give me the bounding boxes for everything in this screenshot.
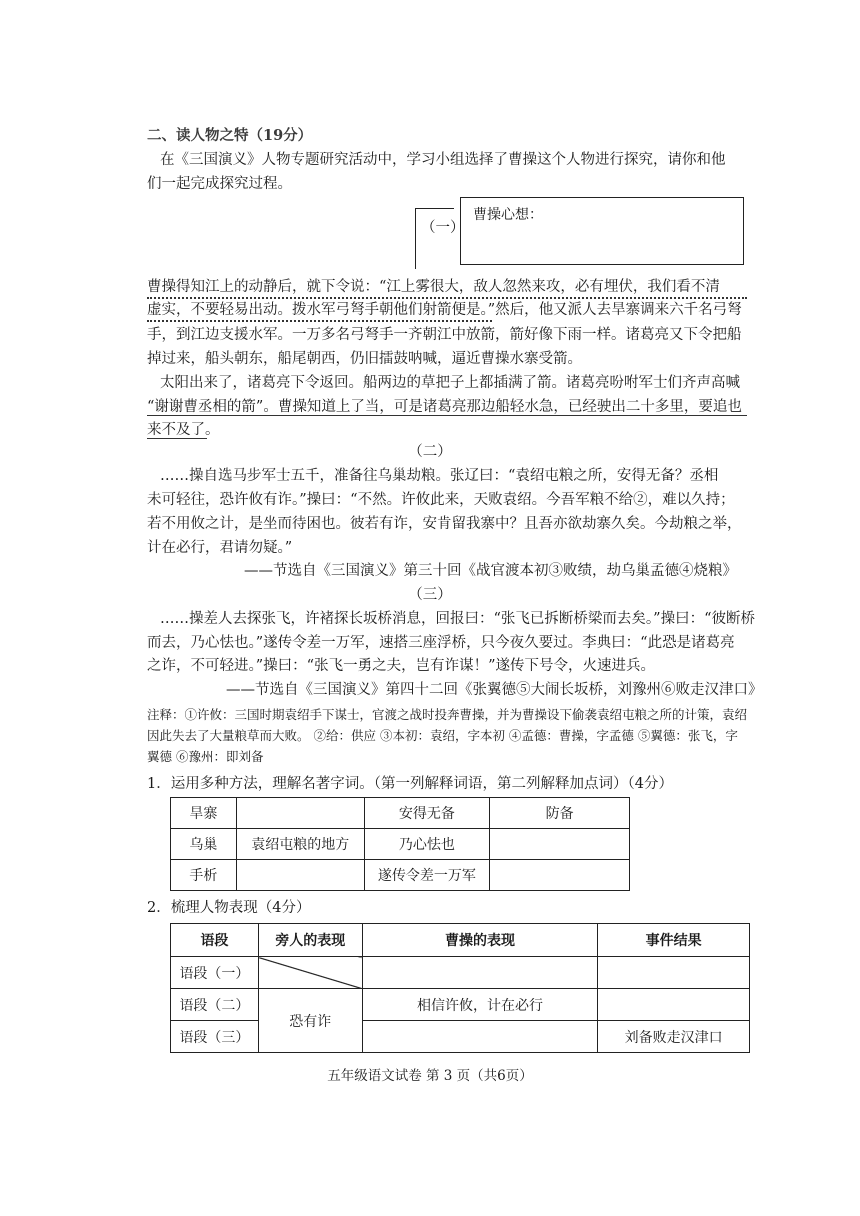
notes-line3: 翼德 ⑥豫州：即刘备	[147, 749, 264, 764]
underline-4	[147, 436, 207, 439]
q2-row-label: 语段（三）	[171, 1021, 259, 1053]
q2-header: 事件结果	[598, 924, 750, 957]
q2-answer-cell[interactable]: 刘备败走汉津口	[598, 1021, 750, 1053]
wavy-underline-2	[147, 316, 492, 322]
q1-answer-cell[interactable]	[236, 860, 364, 891]
page-footer: 五年级语文试卷 第 3 页（共6页）	[327, 1068, 533, 1084]
part2-line4: 计在必行，君请勿疑。”	[147, 540, 293, 556]
table-row	[171, 989, 750, 1021]
q2-other-cell[interactable]: 恐有诈	[258, 989, 362, 1053]
passage1-line7: 来不及了。	[147, 422, 220, 438]
part1-marker: （一）	[421, 220, 465, 236]
q2-header: 曹操的表现	[362, 924, 598, 957]
q2-row-label: 语段（一）	[171, 957, 259, 989]
passage1-line6: “谢谢曹丞相的箭”。曹操知道上了当，可是诸葛亮那边船轻水急，已经驶出二十多里，要追也	[147, 399, 742, 415]
q2-header: 语段	[171, 924, 259, 957]
part3-line3: 之诈，不可轻进。”操曰：“张飞一勇之夫，岂有诈谋！”遂传下号令，火速进兵。	[147, 658, 655, 674]
q1-prompt: 1．运用多种方法，理解名著字词。（第一列解释词语，第二列解释加点词）（4分）	[147, 776, 673, 792]
part2-marker: （二）	[408, 444, 452, 460]
passage1-line5: 太阳出来了，诸葛亮下令返回。船两边的草把子上都插满了箭。诸葛亮吩咐军士们齐声高喊	[160, 375, 740, 391]
q2-header: 旁人的表现	[258, 924, 362, 957]
q1-answer-cell[interactable]	[236, 798, 364, 829]
q1-answer-cell[interactable]: 袁绍屯粮的地方	[236, 829, 364, 860]
q1-term: 乃心怯也	[364, 829, 490, 860]
part3-line1: ……操差人去探张飞，许褚探长坂桥消息，回报曰：“张飞已拆断桥梁而去矣。”操曰：“彼断桥	[160, 611, 755, 627]
part2-source: ——节选自《三国演义》第三十回《战官渡本初③败绩，劫乌巢孟德④烧粮》	[244, 563, 737, 579]
q1-term: 旱寨	[171, 798, 237, 829]
q1-term: 手析	[171, 860, 237, 891]
q2-row-label: 语段（二）	[171, 989, 259, 1021]
section-heading: 二、读人物之特（19分）	[147, 127, 313, 144]
passage1-line1: 曹操得知江上的动静后，就下令说：“江上雾很大，敌人忽然来攻，必有埋伏，我们看不清	[147, 279, 720, 295]
q1-term: 乌巢	[171, 829, 237, 860]
q2-prompt: 2．梳理人物表现（4分）	[147, 900, 311, 916]
table-header-row	[171, 924, 750, 957]
notes-line2: 因此失去了大量粮草而大败。 ②给：供应 ③本初：袁绍，字本初 ④孟德：曹操，字孟德 ⑤翼德：张飞，字	[147, 728, 738, 743]
part2-line3: 若不用攸之计，是坐而待困也。彼若有诈，安肯留我寨中？且吾亦欲劫寨久矣。今劫粮之举，	[147, 516, 742, 532]
part3-marker: （三）	[408, 587, 452, 603]
q1-answer-cell[interactable]	[490, 829, 630, 860]
q1-term: 安得无备	[364, 798, 490, 829]
part2-line2: 未可轻往，恐许攸有诈。”操曰：“不然。许攸此来，天败袁绍。今吾军粮不给②，难以久持；	[147, 492, 735, 508]
q2-table	[170, 923, 750, 1053]
thought-box[interactable]	[460, 197, 744, 265]
table-row	[171, 829, 630, 860]
table-row	[171, 798, 630, 829]
q2-answer-cell[interactable]	[362, 957, 598, 989]
q2-answer-cell[interactable]	[598, 957, 750, 989]
table-row	[171, 860, 630, 891]
table-row	[171, 1021, 750, 1053]
underline-3	[147, 413, 747, 416]
table-row	[171, 957, 750, 989]
part3-source: ——节选自《三国演义》第四十二回《张翼德⑤大闹长坂桥，刘豫州⑥败走汉津口》	[226, 682, 763, 698]
section-intro-line2: 们一起完成探究过程。	[147, 176, 292, 192]
q2-answer-cell[interactable]: 相信许攸，计在必行	[362, 989, 598, 1021]
q2-answer-cell[interactable]	[598, 989, 750, 1021]
thought-box-label: 曹操心想：	[473, 207, 543, 223]
q1-table	[170, 797, 630, 891]
q2-diagonal-cell	[258, 957, 362, 989]
passage1-line3: 手，到江边支援水军。一万多名弓弩手一齐朝江中放箭，箭好像下雨一样。诸葛亮又下令把船	[147, 327, 742, 343]
wavy-underline-1	[147, 293, 747, 299]
part3-line2: 而去，乃心怯也。”遂传令差一万军，速搭三座浮桥，只今夜久要过。李典曰：“此恐是诸葛亮	[147, 635, 735, 651]
passage1-line4: 掉过来，船头朝东，船尾朝西，仍旧擂鼓呐喊，逼近曹操水寨受箭。	[147, 351, 582, 367]
q2-answer-cell[interactable]	[362, 1021, 598, 1053]
section-intro-line1: 在《三国演义》人物专题研究活动中，学习小组选择了曹操这个人物进行探究，请你和他	[160, 152, 726, 168]
q1-answer-cell[interactable]: 防备	[490, 798, 630, 829]
notes-line1: 注释：①许攸：三国时期袁绍手下谋士，官渡之战时投奔曹操，并为曹操设下偷袭袁绍屯粮之所的计策，袁绍	[147, 707, 748, 722]
q1-answer-cell[interactable]	[490, 860, 630, 891]
q1-term: 遂传令差一万军	[364, 860, 490, 891]
part2-line1: ……操自选马步军士五千，准备往乌巢劫粮。张辽曰：“袁绍屯粮之所，安得无备？丞相	[160, 468, 719, 484]
passage1-line2: 虚实，不要轻易出动。拨水军弓弩手朝他们射箭便是。”然后，他又派人去旱寨调来六千名弓弩	[147, 302, 742, 318]
